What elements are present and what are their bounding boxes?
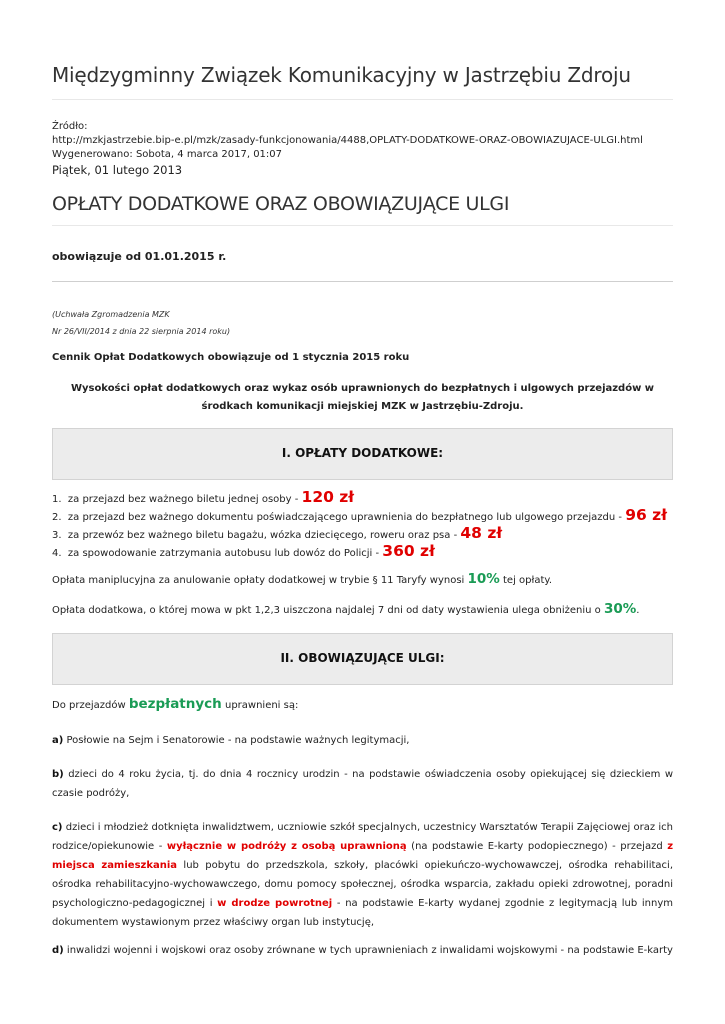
item-b <box>52 765 673 803</box>
section-2-box <box>52 633 673 685</box>
list-item <box>52 524 502 542</box>
section-1-box <box>52 428 673 480</box>
highlight-text: wyłącznie w podróży z osobą uprawnioną <box>166 841 407 852</box>
note-text: Opłata dodatkowa, o której mowa w pkt 1,2,3 uiszczona najdalej 7 dni od daty wystawienia ulega obniżeniu o <box>52 605 604 616</box>
note-text: tej opłaty. <box>499 575 553 586</box>
list-item-text: za przewóz bez ważnego biletu bagażu, wózka dziecięcego, roweru oraz psa - <box>67 530 461 541</box>
resolution-line-1: (Uchwała Zgromadzenia MZK <box>52 310 170 319</box>
item-label: c) <box>52 822 63 833</box>
note-text: . <box>636 605 640 616</box>
item-c <box>52 818 673 932</box>
valid-from: obowiązuje od 01.01.2015 r. <box>52 250 227 263</box>
price-list-heading: Cennik Opłat Dodatkowych obowiązuje od 1 stycznia 2015 roku <box>52 352 410 363</box>
list-item-number: 3. <box>52 530 62 541</box>
item-d <box>52 941 673 960</box>
organization-title: Międzygminny Związek Komunikacyjny w Jastrzębiu Zdroju <box>52 63 631 87</box>
item-label: b) <box>52 769 64 780</box>
resolution-line-2: Nr 26/VII/2014 z dnia 22 sierpnia 2014 roku) <box>52 327 231 336</box>
item-text: (na podstawie E-karty podopiecznego) - przejazd <box>406 841 668 852</box>
list-item <box>52 506 667 524</box>
header-divider <box>52 99 673 100</box>
generated-date: Wygenerowano: Sobota, 4 marca 2017, 01:07 <box>52 149 283 160</box>
publication-date: Piątek, 01 lutego 2013 <box>52 163 183 177</box>
fee-amount: 120 zł <box>301 488 355 506</box>
list-item-text: za przejazd bez ważnego biletu jednej osoby - <box>67 494 302 505</box>
list-item-number: 1. <box>52 494 62 505</box>
fee-amount: 48 zł <box>460 524 503 542</box>
intro-heading <box>52 380 673 416</box>
section-1-title: I. OPŁATY DODATKOWE: <box>281 446 444 460</box>
resolution-note <box>52 306 230 340</box>
title-divider <box>52 225 673 226</box>
item-text: inwalidzi wojenni i wojskowi oraz osoby zrównane w tych uprawnieniach z inwalidami wojskowymi - na podstawie E-karty <box>63 945 673 956</box>
highlight-text: z miejsca zamieszkania <box>52 841 674 871</box>
item-text: Posłowie na Sejm i Senatorowie - na podstawie ważnych legitymacji, <box>63 735 410 746</box>
highlight-text: w drodze powrotnej <box>217 898 333 909</box>
item-label: a) <box>52 735 64 746</box>
source-meta <box>52 120 643 162</box>
list-item <box>52 488 354 506</box>
reduction-note <box>52 601 639 617</box>
item-text: dzieci i młodzież dotknięta inwalidztwem, uczniowie szkół specjalnych, uczestnicy Warsztatów Terapii Zajęciowej oraz ich rodzice/opiekunowie - <box>52 822 673 852</box>
document-title: OPŁATY DODATKOWE ORAZ OBOWIĄZUJĄCE ULGI <box>52 193 510 215</box>
section-2-title: II. OBOWIĄZUJĄCE ULGI: <box>280 651 445 665</box>
intro-heading-line-1: Wysokości opłat dodatkowych oraz wykaz osób uprawnionych do bezpłatnych i ulgowych przejazdów w <box>70 383 655 394</box>
list-item-number: 2. <box>52 512 62 523</box>
intro-heading-line-2: środkach komunikacji miejskiej MZK w Jastrzębiu-Zdroju. <box>201 401 524 412</box>
item-text: lub pobytu do przedszkola, szkoły, placówki opiekuńczo-wychowawczej, ośrodka rehabilitaci, ośrodka rehabilitacyjno-wychowawczego, domu pomocy społecznej, ośrodka wsparcia, zakładu opieki zdrowotnej, poradni psychologiczno-pedagogicznej i <box>52 860 673 909</box>
source-label: Źródło: <box>52 121 88 132</box>
manipulation-fee-note <box>52 571 552 587</box>
percent-value: 30% <box>603 601 637 617</box>
note-text: Opłata maniplucyjna za anulowanie opłaty dodatkowej w trybie § 11 Taryfy wynosi <box>52 575 468 586</box>
source-url: http://mzkjastrzebie.bip-e.pl/mzk/zasady-funkcjonowania/4488,OPLATY-DODATKOWE-ORAZ-OBOWIAZUJACE-ULGI.html <box>52 135 643 146</box>
note-text: uprawnieni są: <box>221 700 299 711</box>
item-text: - na podstawie E-karty wydanej zgodnie z legitymacją lub innym dokumentem wystawionym przez właściwy organ lub instytucję, <box>52 898 673 928</box>
fee-amount: 96 zł <box>625 506 667 524</box>
item-label: d) <box>52 945 64 956</box>
note-text: Do przejazdów <box>52 700 129 711</box>
list-item-number: 4. <box>52 548 62 559</box>
list-item-text: za spowodowanie zatrzymania autobusu lub dowóz do Policji - <box>67 548 383 559</box>
item-text: dzieci do 4 roku życia, tj. do dnia 4 rocznicy urodzin - na podstawie oświadczenia osoby opiekującej się dzieckiem w czasie podróży, <box>52 769 673 799</box>
list-item-text: za przejazd bez ważnego dokumentu poświadczającego uprawnienia do bezpłatnego lub ulgowego przejazdu - <box>67 512 626 523</box>
fee-amount: 360 zł <box>382 542 435 560</box>
item-a <box>52 731 673 750</box>
highlight-word: bezpłatnych <box>128 696 222 712</box>
free-travel-intro <box>52 696 298 712</box>
percent-value: 10% <box>467 571 500 587</box>
list-item <box>52 542 435 560</box>
section-divider <box>52 281 673 282</box>
